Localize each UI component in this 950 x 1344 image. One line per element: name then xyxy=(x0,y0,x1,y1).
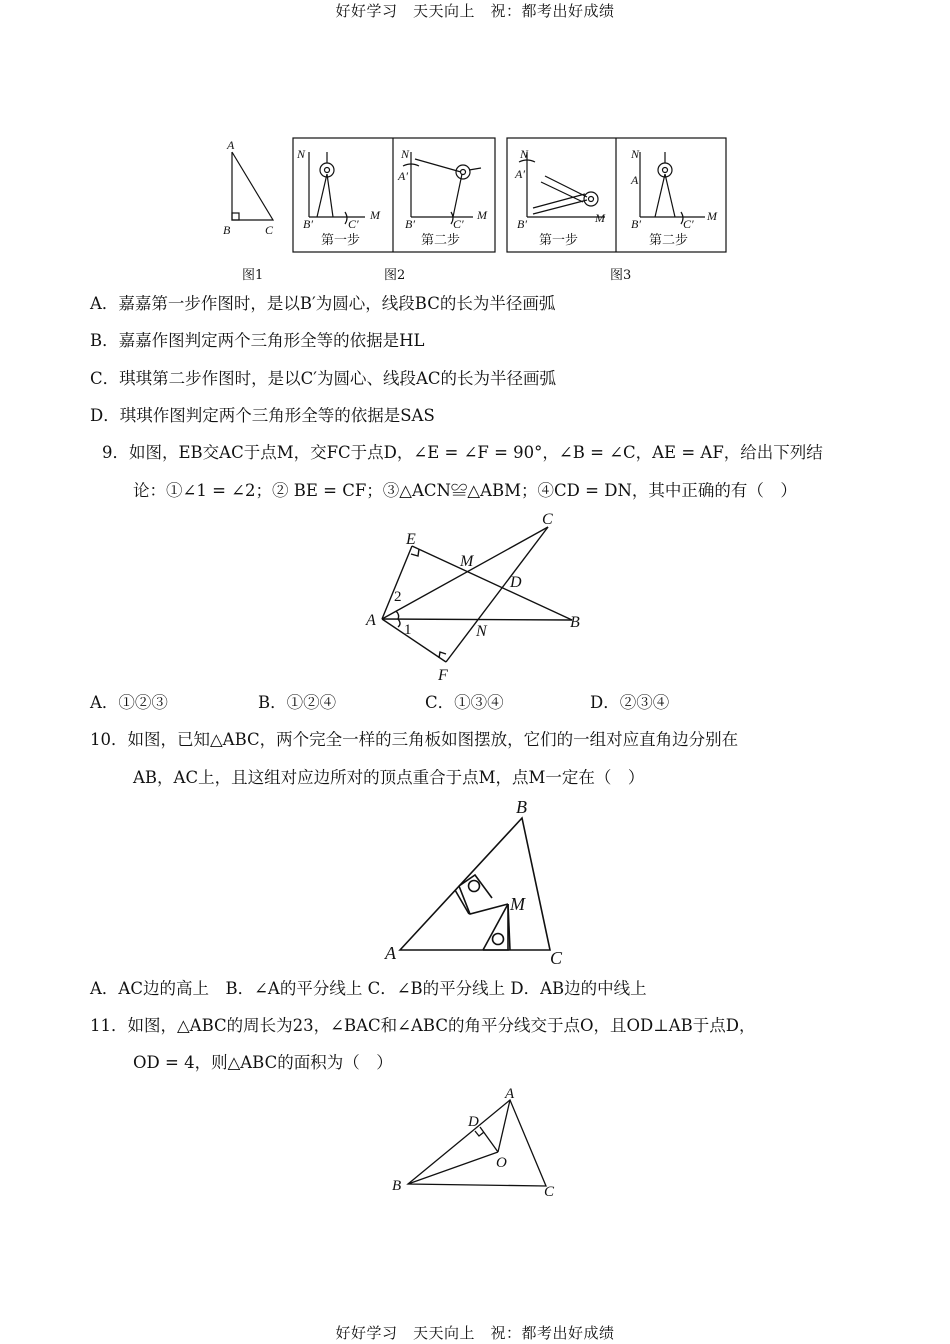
q9-option-a: A．①②③ xyxy=(90,693,168,712)
q9-label-f: F xyxy=(438,667,448,684)
fig3s2-label-m: M xyxy=(707,209,717,223)
fig3-caption: 图3 xyxy=(610,268,632,283)
page-footer: 好好学习 天天向上 祝：都考出好成绩 xyxy=(335,1324,615,1342)
fig3s1-label-bp: B′ xyxy=(517,217,527,231)
q9-label-angle-2: 2 xyxy=(394,589,402,605)
fig1-label-a: A xyxy=(227,138,235,152)
q11-label-o: O xyxy=(496,1155,507,1171)
fig2s2-label-cp: C′ xyxy=(453,217,464,231)
q8-option-d: D．琪琪作图判定两个三角形全等的依据是SAS xyxy=(90,406,435,425)
q8-option-a: A．嘉嘉第一步作图时，是以B′为圆心，线段BC的长为半径画弧 xyxy=(90,294,556,313)
fig3s2-label-bp: B′ xyxy=(631,217,641,231)
fig2-caption: 图2 xyxy=(384,268,406,283)
q10-stem-line2: AB，AC上，且这组对应边所对的顶点重合于点M，点M一定在（ ） xyxy=(133,768,645,787)
q9-option-c: C．①③④ xyxy=(425,693,504,712)
fig2s1-label-n: N xyxy=(297,147,306,161)
q10-label-b: B xyxy=(516,797,527,817)
fig2-step2-caption: 第二步 xyxy=(421,232,461,247)
q9-label-e: E xyxy=(406,531,416,548)
q11-figure xyxy=(388,1084,568,1206)
q11-label-d: D xyxy=(468,1114,479,1130)
fig2s2-label-bp: B′ xyxy=(405,217,415,231)
fig2-step1-caption: 第一步 xyxy=(321,232,361,247)
q11-stem-line1: 11．如图，△ABC的周长为23，∠BAC和∠ABC的角平分线交于点O，且OD⊥AB于点D， xyxy=(90,1016,756,1035)
q9-option-d: D．②③④ xyxy=(590,693,670,712)
fig3s2-label-n: N xyxy=(631,147,640,161)
q10-label-m: M xyxy=(510,894,525,914)
fig3s2-label-cp: C′ xyxy=(683,217,694,231)
fig2s2-label-ap: A′ xyxy=(398,169,408,183)
q8-option-c: C．琪琪第二步作图时，是以C′为圆心、线段AC的长为半径画弧 xyxy=(90,369,557,388)
q10-options: A．AC边的高上 B．∠A的平分线上 C．∠B的平分线上 D．AB边的中线上 xyxy=(90,979,647,998)
fig2s1-label-cp: C′ xyxy=(348,217,359,231)
q10-label-a: A xyxy=(385,943,396,963)
fig2s1-label-bp: B′ xyxy=(303,217,313,231)
fig1-label-b: B xyxy=(223,223,231,237)
fig3s1-label-m: M xyxy=(595,211,605,225)
q11-stem-line2: OD = 4，则△ABC的面积为（ ） xyxy=(133,1053,393,1072)
q9-label-m: M xyxy=(460,553,474,570)
fig3-step1-caption: 第一步 xyxy=(539,232,579,247)
q8-option-b: B．嘉嘉作图判定两个三角形全等的依据是HL xyxy=(90,331,425,350)
fig3s1-label-n: N xyxy=(520,147,529,161)
q11-label-a: A xyxy=(505,1086,515,1102)
q11-label-c: C xyxy=(544,1184,555,1200)
fig3s2-label-a: A xyxy=(631,173,639,187)
fig1-caption: 图1 xyxy=(242,268,264,283)
q10-figure xyxy=(380,792,580,968)
q9-stem-line2: 论：①∠1 = ∠2；② BE = CF；③△ACN≌△ABM；④CD = DN，其中正确的有（ ） xyxy=(133,481,797,500)
page-header: 好好学习 天天向上 祝：都考出好成绩 xyxy=(335,2,615,20)
q9-label-n: N xyxy=(476,623,487,640)
q9-label-d: D xyxy=(510,574,522,591)
q9-figure xyxy=(360,508,600,686)
q10-stem-line1: 10．如图，已知△ABC，两个完全一样的三角板如图摆放，它们的一组对应直角边分别在 xyxy=(90,730,739,749)
fig2s2-label-m: M xyxy=(477,208,487,222)
fig3s1-label-ap: A′ xyxy=(515,167,525,181)
q10-label-c: C xyxy=(550,948,563,968)
q9-label-angle-1: 1 xyxy=(404,622,412,638)
fig2s2-label-n: N xyxy=(401,147,410,161)
q9-label-b: B xyxy=(570,614,580,631)
fig3-step2-caption: 第二步 xyxy=(649,232,689,247)
q9-label-a: A xyxy=(366,612,376,629)
construction-figures xyxy=(215,132,735,262)
q9-label-c: C xyxy=(542,511,553,528)
q11-label-b: B xyxy=(392,1178,402,1194)
fig1-label-c: C xyxy=(265,223,274,237)
fig2s1-label-m: M xyxy=(370,208,380,222)
q9-option-b: B．①②④ xyxy=(258,693,337,712)
q9-stem-line1: 9．如图，EB交AC于点M，交FC于点D，∠E = ∠F = 90°，∠B = ∠C，AE = AF，给出下列结 xyxy=(102,443,823,462)
